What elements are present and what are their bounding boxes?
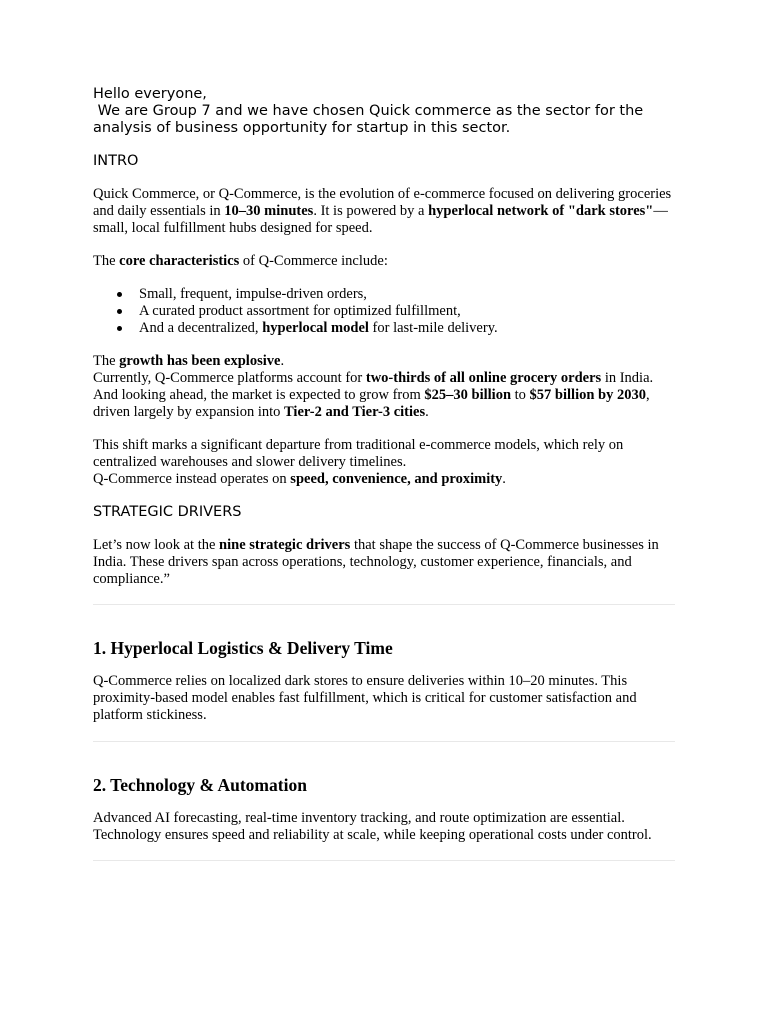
characteristics-list [93, 286, 675, 337]
bold-run: hyperlocal network of "dark stores" [428, 203, 654, 219]
bold-run: two-thirds of all online grocery orders [365, 370, 602, 386]
drivers-paragraph [93, 537, 675, 588]
greeting: Hello everyone, [93, 86, 207, 102]
text-run: —small, local fulfillment hubs designed for speed. [93, 203, 668, 236]
bold-run: nine strategic drivers [219, 537, 351, 553]
growth-paragraph [93, 353, 675, 370]
share-paragraph [93, 370, 675, 387]
bullet-icon [117, 326, 122, 331]
list-item [139, 320, 675, 337]
bold-run: Tier-2 and Tier-3 cities [284, 404, 426, 420]
text-run: Quick Commerce, or Q-Commerce, is the evolution of e-commerce focused on delivering groceries and daily essentials in [93, 186, 672, 219]
operates-paragraph [93, 471, 675, 488]
text-run: And looking ahead, the market is expected to grow from [93, 387, 425, 403]
core-characteristics-paragraph [93, 253, 675, 270]
bold-run: growth has been explosive [119, 353, 281, 369]
text-run: And a decentralized, [139, 320, 263, 336]
divider [93, 860, 675, 861]
section-body: Advanced AI forecasting, real-time inventory tracking, and route optimization are essential. Technology ensures speed and reliability at scale, while keeping operational costs under control. [93, 810, 652, 843]
text-run: in India. [601, 370, 654, 386]
bold-run: core characteristics [119, 253, 240, 269]
text-run: . [280, 353, 285, 369]
section-title: 1. Hyperlocal Logistics & Delivery Time [93, 638, 393, 658]
list-item [139, 303, 675, 320]
text-run: The [93, 353, 120, 369]
list-item [139, 286, 675, 303]
bold-run: $25–30 billion [424, 387, 512, 403]
intro-heading: INTRO [93, 153, 139, 169]
text-run: Q-Commerce instead operates on [93, 471, 291, 487]
bold-run: 10–30 minutes [224, 203, 314, 219]
bullet-icon [117, 309, 122, 314]
section-title: 2. Technology & Automation [93, 775, 307, 795]
bullet-icon [117, 292, 122, 297]
shift-paragraph: This shift marks a significant departure from traditional e-commerce models, which rely on centralized warehouses and slower delivery timelines. [93, 437, 624, 470]
text-run: Small, frequent, impulse-driven orders, [139, 286, 367, 302]
text-run: of Q-Commerce include: [239, 253, 388, 269]
text-run: Let’s now look at the [93, 537, 220, 553]
strategic-heading: STRATEGIC DRIVERS [93, 504, 242, 520]
text-run: Currently, Q-Commerce platforms account for [93, 370, 366, 386]
text-run: A curated product assortment for optimized fulfillment, [139, 303, 461, 319]
bold-run: $57 billion by 2030 [529, 387, 646, 403]
text-run: The [93, 253, 120, 269]
text-run: for last-mile delivery. [368, 320, 498, 336]
text-run: , driven largely by expansion into [93, 387, 650, 420]
text-run: . It is powered by a [313, 203, 429, 219]
intro-line: We are Group 7 and we have chosen Quick commerce as the sector for the analysis of business opportunity for startup in this sector. [93, 103, 648, 136]
market-paragraph [93, 387, 675, 421]
document-page [93, 86, 675, 861]
text-run: to [511, 387, 530, 403]
section-body: Q-Commerce relies on localized dark stores to ensure deliveries within 10–20 minutes. This proximity-based model enables fast fulfillment, which is critical for customer satisfaction and platform stickiness. [93, 673, 637, 723]
text-run: . [502, 471, 506, 487]
bold-run: speed, convenience, and proximity [290, 471, 503, 487]
text-run: . [425, 404, 429, 420]
bold-run: hyperlocal model [262, 320, 369, 336]
text-run: that shape the success of Q-Commerce businesses in India. These drivers span across operations, technology, customer experience, financials, and compliance.” [93, 537, 659, 587]
intro-paragraph [93, 186, 675, 237]
